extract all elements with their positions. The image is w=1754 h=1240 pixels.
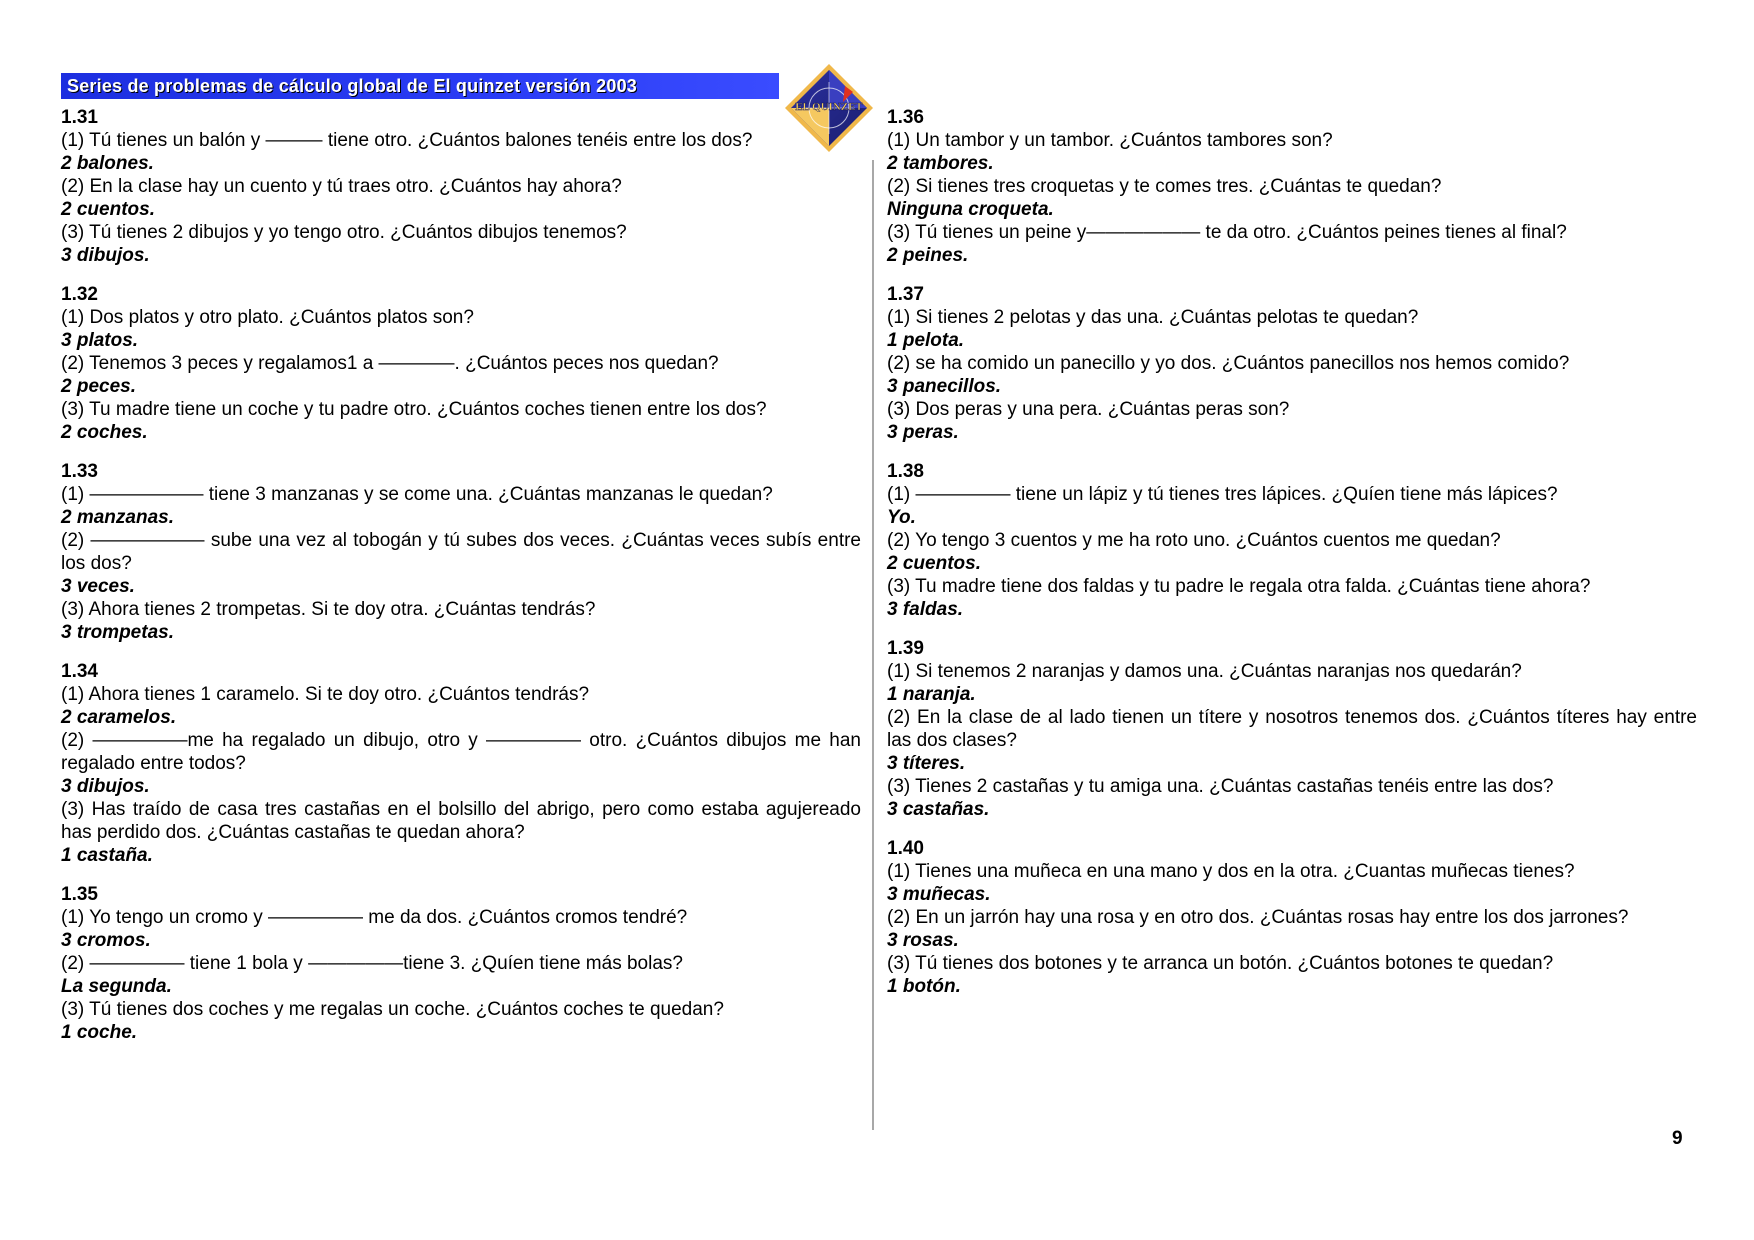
problem-number: 1.34 xyxy=(61,661,98,682)
question-text: (3) Tienes 2 castañas y tu amiga una. ¿Cuántas castañas tenéis entre las dos? xyxy=(887,776,1554,797)
answer-text: Ninguna croqueta. xyxy=(887,199,1054,220)
answer-text: 3 panecillos. xyxy=(887,376,1002,397)
question-text: (1) ————— tiene un lápiz y tú tienes tres lápices. ¿Quíen tiene más lápices? xyxy=(887,484,1558,505)
question-text: (1) Tienes una muñeca en una mano y dos en la otra. ¿Cuantas muñecas tienes? xyxy=(887,861,1575,882)
problem-number: 1.36 xyxy=(887,107,924,128)
question-text: (3) Dos peras y una pera. ¿Cuántas peras son? xyxy=(887,399,1290,420)
answer-text: 3 títeres. xyxy=(887,753,966,774)
answer-text: 2 manzanas. xyxy=(61,507,174,528)
problem-number: 1.39 xyxy=(887,638,924,659)
right-column xyxy=(887,106,1697,998)
question-text: (1) —————— tiene 3 manzanas y se come una. ¿Cuántas manzanas le quedan? xyxy=(61,484,773,505)
question-text: (1) Si tienes 2 pelotas y das una. ¿Cuántas pelotas te quedan? xyxy=(887,307,1419,328)
problem-1-36 xyxy=(887,106,1697,267)
logo-text: EL QUINZET xyxy=(795,101,863,113)
question-text: (3) Has traído de casa tres castañas en el bolsillo del abrigo, pero como estaba agujereado has perdido dos. ¿Cuántas castañas te quedan ahora? xyxy=(61,799,861,843)
question-text: (2) Tenemos 3 peces y regalamos1 a ————. ¿Cuántos peces nos quedan? xyxy=(61,353,719,374)
problem-1-40 xyxy=(887,837,1697,998)
answer-text: 3 trompetas. xyxy=(61,622,174,643)
problem-1-33 xyxy=(61,460,861,644)
question-text: (3) Tú tienes dos botones y te arranca un botón. ¿Cuántos botones te quedan? xyxy=(887,953,1554,974)
answer-text: La segunda. xyxy=(61,976,172,997)
question-text: (2) En la clase de al lado tienen un títere y nosotros tenemos dos. ¿Cuántos títeres hay entre las dos clases? xyxy=(887,707,1697,751)
answer-text: 3 dibujos. xyxy=(61,776,150,797)
question-text: (1) Ahora tienes 1 caramelo. Si te doy otro. ¿Cuántos tendrás? xyxy=(61,684,590,705)
page-number: 9 xyxy=(1672,1128,1683,1149)
answer-text: 2 tambores. xyxy=(887,153,994,174)
answer-text: 3 platos. xyxy=(61,330,139,351)
question-text: (3) Tu madre tiene dos faldas y tu padre le regala otra falda. ¿Cuántas tiene ahora? xyxy=(887,576,1591,597)
answer-text: 1 castaña. xyxy=(61,845,153,866)
problem-1-38 xyxy=(887,460,1697,621)
answer-text: 3 muñecas. xyxy=(887,884,991,905)
question-text: (2) se ha comido un panecillo y yo dos. ¿Cuántos panecillos nos hemos comido? xyxy=(887,353,1570,374)
problem-number: 1.38 xyxy=(887,461,924,482)
answer-text: 2 coches. xyxy=(61,422,148,443)
question-text: (2) En la clase hay un cuento y tú traes otro. ¿Cuántos hay ahora? xyxy=(61,176,622,197)
problem-1-37 xyxy=(887,283,1697,444)
answer-text: 2 peces. xyxy=(61,376,136,397)
answer-text: 1 coche. xyxy=(61,1022,138,1043)
problem-number: 1.33 xyxy=(61,461,98,482)
answer-text: 1 botón. xyxy=(887,976,961,997)
answer-text: 2 cuentos. xyxy=(61,199,155,220)
question-text: (1) Si tenemos 2 naranjas y damos una. ¿Cuántas naranjas nos quedarán? xyxy=(887,661,1522,682)
question-text: (1) Dos platos y otro plato. ¿Cuántos platos son? xyxy=(61,307,474,328)
question-text: (1) Tú tienes un balón y ——— tiene otro. ¿Cuántos balones tenéis entre los dos? xyxy=(61,130,753,151)
answer-text: 1 pelota. xyxy=(887,330,965,351)
question-text: (3) Ahora tienes 2 trompetas. Si te doy otra. ¿Cuántas tendrás? xyxy=(61,599,596,620)
answer-text: 3 faldas. xyxy=(887,599,964,620)
header-title: Series de problemas de cálculo global de El quinzet versión 2003 xyxy=(61,73,779,99)
answer-text: 3 rosas. xyxy=(887,930,959,951)
question-text: (2) Si tienes tres croquetas y te comes tres. ¿Cuántas te quedan? xyxy=(887,176,1442,197)
question-text: (2) Yo tengo 3 cuentos y me ha roto uno. ¿Cuántos cuentos me quedan? xyxy=(887,530,1501,551)
column-divider xyxy=(872,160,874,1130)
answer-text: 3 dibujos. xyxy=(61,245,150,266)
problem-1-31 xyxy=(61,106,861,267)
answer-text: 2 caramelos. xyxy=(61,707,177,728)
answer-text: 3 cromos. xyxy=(61,930,151,951)
problem-1-39 xyxy=(887,637,1697,821)
problem-1-32 xyxy=(61,283,861,444)
left-column xyxy=(61,106,861,1044)
answer-text: 3 peras. xyxy=(887,422,959,443)
answer-text: Yo. xyxy=(887,507,916,528)
problem-number: 1.40 xyxy=(887,838,924,859)
question-text: (1) Yo tengo un cromo y ————— me da dos. ¿Cuántos cromos tendré? xyxy=(61,907,688,928)
problem-number: 1.32 xyxy=(61,284,98,305)
question-text: (2) —————— sube una vez al tobogán y tú subes dos veces. ¿Cuántas veces subís entre los dos? xyxy=(61,530,861,574)
question-text: (2) —————me ha regalado un dibujo, otro y ————— otro. ¿Cuántos dibujos me han regalado entre todos? xyxy=(61,730,861,774)
problem-number: 1.35 xyxy=(61,884,98,905)
problem-1-34 xyxy=(61,660,861,867)
problem-number: 1.31 xyxy=(61,107,98,128)
answer-text: 3 veces. xyxy=(61,576,135,597)
question-text: (3) Tú tienes dos coches y me regalas un coche. ¿Cuántos coches te quedan? xyxy=(61,999,724,1020)
question-text: (1) Un tambor y un tambor. ¿Cuántos tambores son? xyxy=(887,130,1333,151)
question-text: (3) Tú tienes un peine y—————— te da otro. ¿Cuántos peines tienes al final? xyxy=(887,222,1567,243)
answer-text: 3 castañas. xyxy=(887,799,990,820)
question-text: (3) Tú tienes 2 dibujos y yo tengo otro. ¿Cuántos dibujos tenemos? xyxy=(61,222,627,243)
question-text: (2) ————— tiene 1 bola y —————tiene 3. ¿Quíen tiene más bolas? xyxy=(61,953,683,974)
problem-1-35 xyxy=(61,883,861,1044)
answer-text: 2 cuentos. xyxy=(887,553,981,574)
question-text: (3) Tu madre tiene un coche y tu padre otro. ¿Cuántos coches tienen entre los dos? xyxy=(61,399,767,420)
answer-text: 2 balones. xyxy=(61,153,154,174)
question-text: (2) En un jarrón hay una rosa y en otro dos. ¿Cuántas rosas hay entre los dos jarrones? xyxy=(887,907,1629,928)
answer-text: 2 peines. xyxy=(887,245,969,266)
answer-text: 1 naranja. xyxy=(887,684,976,705)
problem-number: 1.37 xyxy=(887,284,924,305)
